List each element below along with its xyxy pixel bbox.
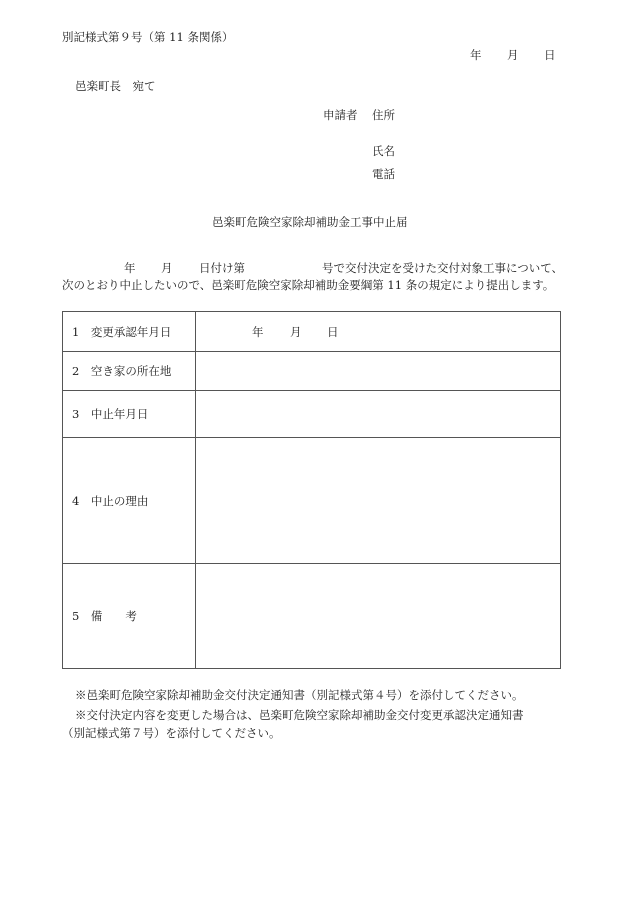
table-row: [63, 564, 561, 669]
body-month: 月: [161, 261, 173, 275]
row-label: 4 中止の理由: [63, 438, 196, 564]
body-year: 年: [124, 261, 136, 275]
note-1: ※邑楽町危険空家除却補助金交付決定通知書（別記様式第４号）を添付してください。: [75, 688, 524, 702]
form-number: 別記様式第９号（第 11 条関係）: [62, 30, 234, 44]
body-number-suffix: 号で交付決定を受けた交付対象工事について、: [322, 261, 564, 275]
body-day-number: 日付け第: [199, 261, 245, 275]
name-label: 氏名: [372, 144, 395, 158]
remarks-field[interactable]: [196, 564, 561, 669]
table-date-day: 日: [327, 324, 339, 339]
table-date-month: 月: [290, 324, 302, 339]
table-row: [63, 391, 561, 438]
table-row: [63, 438, 561, 564]
date-day-label: 日: [544, 48, 556, 62]
application-table: [62, 311, 561, 669]
row-label: 5 備 考: [63, 564, 196, 669]
row-label: 3 中止年月日: [63, 391, 196, 438]
applicant-label: 申請者: [323, 108, 358, 122]
date-month-label: 月: [507, 48, 519, 62]
property-location-field[interactable]: [196, 352, 561, 391]
note-3: （別記様式第７号）を添付してください。: [62, 726, 281, 740]
table-row: [63, 312, 561, 352]
stop-reason-field[interactable]: [196, 438, 561, 564]
note-2: ※交付決定内容を変更した場合は、邑楽町危険空家除却補助金交付変更承認決定通知書: [75, 708, 524, 722]
approval-date-field[interactable]: [196, 312, 561, 352]
row-label: 1 変更承認年月日: [63, 312, 196, 352]
body-line-2: 次のとおり中止したいので、邑楽町危険空家除却補助金要綱第 11 条の規定により提出します。: [62, 278, 555, 292]
address-label: 住所: [372, 108, 395, 122]
addressee: 邑楽町長 宛て: [75, 79, 156, 93]
table-date-year: 年: [252, 324, 264, 339]
stop-date-field[interactable]: [196, 391, 561, 438]
document-title: 邑楽町危険空家除却補助金工事中止届: [212, 215, 408, 229]
phone-label: 電話: [372, 167, 395, 181]
date-year-label: 年: [470, 48, 482, 62]
row-label: 2 空き家の所在地: [63, 352, 196, 391]
table-row: [63, 352, 561, 391]
